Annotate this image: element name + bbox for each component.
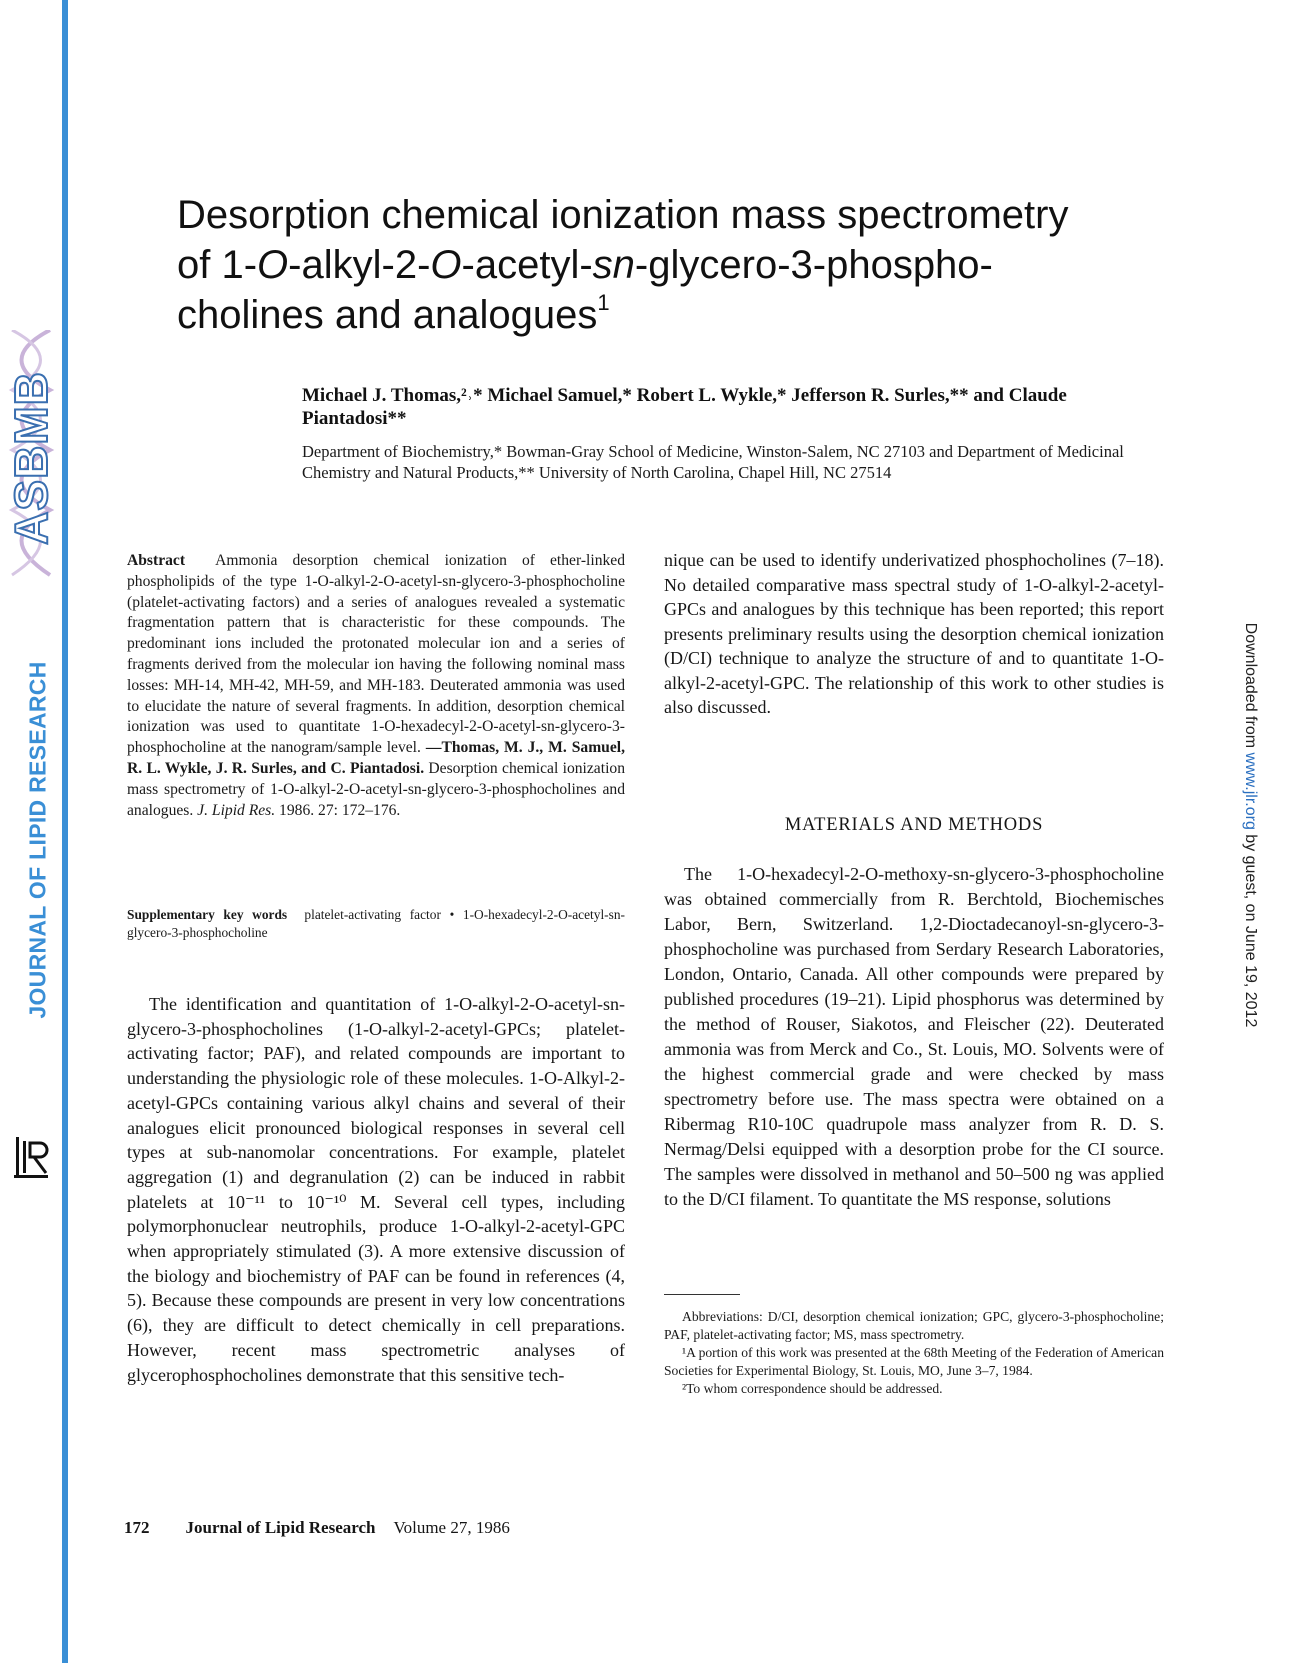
title-line-2d: O <box>430 243 462 287</box>
methods-heading: MATERIALS AND METHODS <box>784 815 1044 835</box>
abstract-citation-authors: —Thomas, M. J., M. Samuel, R. L. Wykle, J. R. Surles, and C. Piantadosi. <box>127 739 626 777</box>
abstract <box>127 551 625 821</box>
download-prefix: Downloaded from <box>1242 622 1259 753</box>
title-footnote-marker: 1 <box>597 290 610 315</box>
introduction-paragraph: The identification and quantitation of 1-O-alkyl-2-O-acetyl-sn-glycero-3-phosphocholines (1-O-alkyl-2-acetyl-GPCs; platelet-activating factor; PAF), and related compounds are important to understanding the physiologic role of these molecules. 1-O-Alkyl-2-acetyl-GPCs containing various alkyl chains and several of their analogues elicit pronounced biological responses in several cell types at sub-nanomolar concentrations. For example, platelet aggregation (1) and degranulation (2) can be induced in rabbit platelets at 10⁻¹¹ to 10⁻¹⁰ M. Several cell types, including polymorphonuclear neutrophils, produce 1-O-alkyl-2-acetyl-GPC when appropriately stimulated (3). A more extensive discussion of the biology and biochemistry of PAF can be found in references (4, 5). Because these compounds are present in very low concentrations (6), they are difficult to detect chemically in cell preparations. However, recent mass spectrometric analyses of glycerophosphocholines demonstrate that this sensitive tech- <box>127 994 625 1385</box>
footnote-divider <box>664 1294 740 1295</box>
title-line-2c: -alkyl-2- <box>288 243 431 287</box>
key-words <box>127 906 625 942</box>
download-notice <box>1241 623 1259 1028</box>
footnotes <box>664 1308 1164 1398</box>
abstract-text: Ammonia desorption chemical ionization of ether-linked phospholipids of the type 1-O-alkyl-2-O-acetyl-sn-glycero-3-phosphocholine (platelet-activating factors) and a series of analogues revealed a systematic fragmentation pattern that is characteristic for these compounds. The predominant ions included the protonated molecular ion and a series of fragments derived from the molecular ion having the following nominal mass losses: MH-14, MH-42, MH-59, and MH-183. Deuterated ammonia was used to elucidate the nature of several fragments. In addition, desorption chemical ionization was used to quantitate 1-O-hexadecyl-2-O-acetyl-sn-glycero-3-phosphocholine at the nanogram/sample level. <box>127 552 626 757</box>
methods-paragraph: The 1-O-hexadecyl-2-O-methoxy-sn-glycero-3-phosphocholine was obtained commercially from R. Berchtold, Biochemisches Labor, Bern, Switzerland. 1,2-Dioctadecanoyl-sn-glycero-3-phosphocholine was purchased from Serdary Research Laboratories, London, Ontario, Canada. All other compounds were prepared by published procedures (19–21). Lipid phosphorus was determined by the method of Rouser, Siakotos, and Fleischer (22). Deuterated ammonia was from Merck and Co., St. Louis, MO. Solvents were of the highest commercial grade and were checked by mass spectrometry before use. The mass spectra were obtained on a Ribermag R10-10C quadrupole mass analyzer from R. D. S. Nermag/Delsi equipped with a desorption probe for the CI source. The samples were dissolved in methanol and 50–500 ng was applied to the D/CI filament. To quantitate the MS response, solutions <box>664 864 1164 1209</box>
abstract-citation-year: 1986. 27: 172–176. <box>279 801 401 819</box>
title-line-2g: -glycero-3-phospho- <box>634 243 993 287</box>
abstract-citation-journal: J. Lipid Res. <box>197 801 276 819</box>
page-footer <box>124 1518 510 1538</box>
abstract-label: Abstract <box>127 552 186 569</box>
affiliation: Department of Biochemistry,* Bowman-Gray School of Medicine, Winston-Salem, NC 27103 and Department of Medicinal Chemistry and Natural Products,** University of North Carolina, Chapel Hill, NC 27514 <box>302 442 1124 482</box>
footer-journal: Journal of Lipid Research <box>185 1518 376 1537</box>
introduction-continuation: nique can be used to identify underivatized phosphocholines (7–18). No detailed comparative mass spectral study of 1-O-alkyl-2-acetyl-GPCs and analogues by this technique has been reported; this report presents preliminary results using the desorption chemical ionization (D/CI) technique to analyze the structure of and to quantitate 1-O-alkyl-2-acetyl-GPC. The relationship of this work to other studies is also discussed. <box>664 550 1164 717</box>
asbmb-logo <box>2 330 60 580</box>
footer-volume: Volume 27, 1986 <box>393 1518 510 1537</box>
footnote-2: ²To whom correspondence should be addressed. <box>682 1381 943 1396</box>
author-list: Michael J. Thomas,²˒* Michael Samuel,* Robert L. Wykle,* Jefferson R. Surles,** and Claude Piantadosi** <box>302 385 1067 429</box>
jlr-logo-icon <box>12 1135 52 1179</box>
title-line-2e: -acetyl- <box>461 243 593 287</box>
asbmb-logo-text: ASBMB <box>5 371 57 545</box>
title-line-2a: of 1- <box>177 243 258 287</box>
title-line-2b: O <box>257 243 289 287</box>
journal-side-title: JOURNAL OF LIPID RESEARCH <box>24 661 51 1019</box>
title-line-2f: sn <box>592 243 635 287</box>
title-line-1: Desorption chemical ionization mass spectrometry <box>177 193 1069 237</box>
footnote-1: ¹A portion of this work was presented at the 68th Meeting of the Federation of American Societies for Experimental Biology, St. Louis, MO, June 3–7, 1984. <box>664 1345 1164 1378</box>
title-line-3: cholines and analogues <box>177 293 598 337</box>
page-number: 172 <box>124 1518 150 1537</box>
download-suffix: by guest, on June 19, 2012 <box>1242 829 1259 1028</box>
footnote-abbreviations: Abbreviations: D/CI, desorption chemical ionization; GPC, glycero-3-phosphocholine; PAF, platelet-activating factor; MS, mass spectrometry. <box>664 1309 1164 1342</box>
download-link[interactable]: www.jlr.org <box>1242 752 1259 830</box>
sidebar-accent-line <box>62 0 68 1663</box>
key-words-text: platelet-activating factor • 1-O-hexadecyl-2-O-acetyl-sn-glycero-3-phosphocholine <box>127 907 625 940</box>
key-words-label: Supplementary key words <box>127 907 288 922</box>
article-title <box>177 190 1177 340</box>
abstract-citation-title: Desorption chemical ionization mass spectrometry of 1-O-alkyl-2-O-acetyl-sn-glycero-3-phosphocholines and analogues. <box>127 759 625 819</box>
